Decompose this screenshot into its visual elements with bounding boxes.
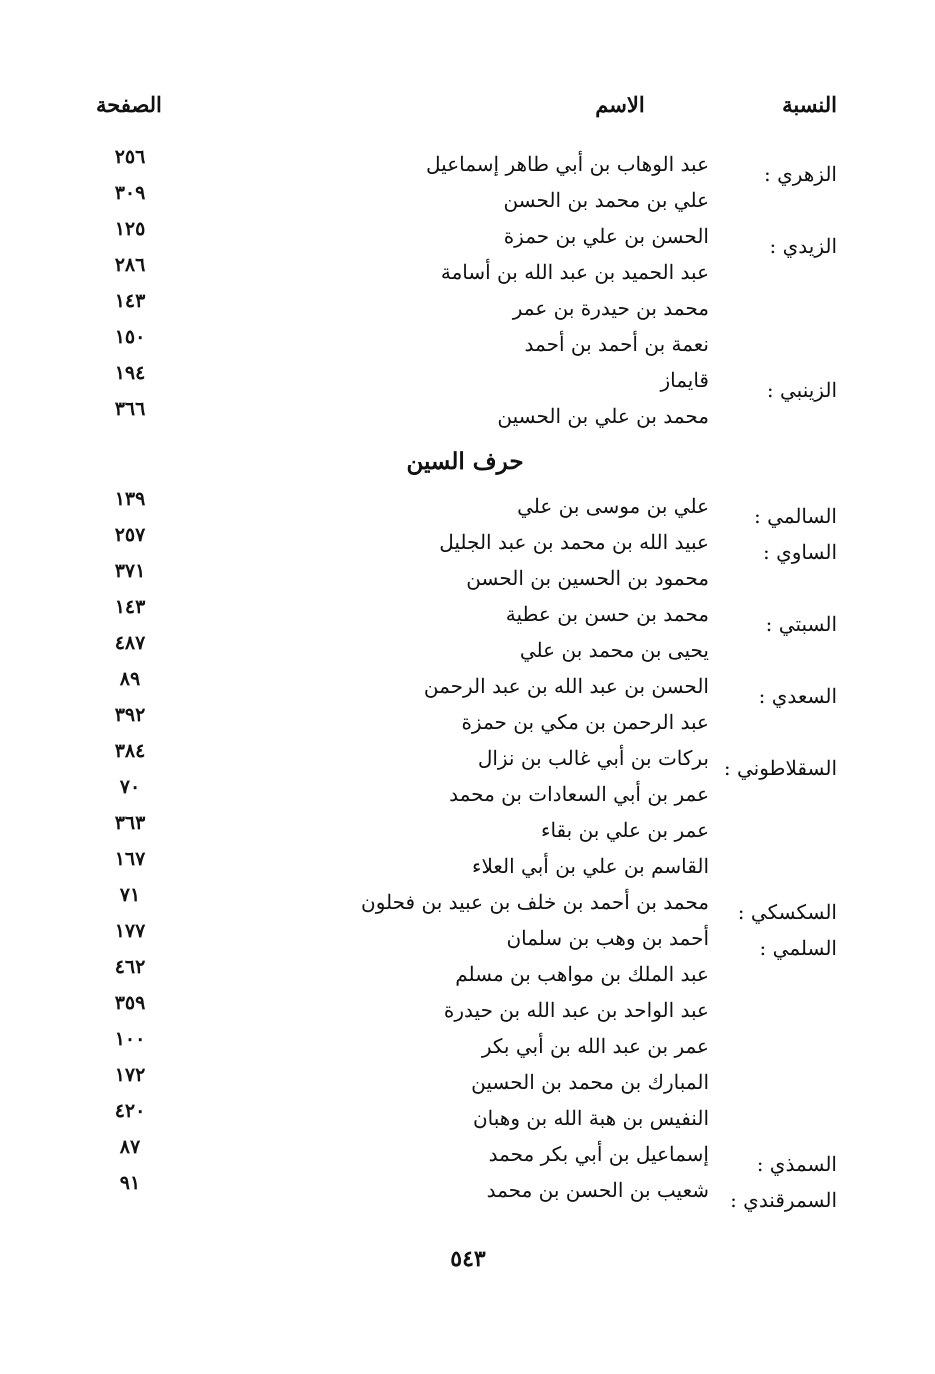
index-entry (0, 848, 935, 888)
entry-nisba: السمذي : (756, 1152, 837, 1176)
index-entry (0, 362, 935, 402)
entry-page-number: ٤٦٢ (114, 956, 146, 978)
entry-name: النفيس بن هبة الله بن وهبان (472, 1106, 709, 1130)
entry-name: عبد الرحمن بن مكي بن حمزة (461, 710, 709, 734)
entry-nisba: الزينبي : (766, 378, 837, 402)
entry-page-number: ٢٥٧ (114, 524, 146, 546)
entry-name: عمر بن أبي السعادات بن محمد (449, 782, 709, 806)
entry-name: بركات بن أبي غالب بن نزال (477, 746, 709, 770)
index-entry (0, 1028, 935, 1068)
entry-name: علي بن محمد بن الحسن (503, 188, 709, 212)
entry-nisba: السقلاطوني : (723, 756, 837, 780)
entry-name: محمد بن أحمد بن خلف بن عبيد بن فحلون (361, 890, 709, 914)
index-entry (0, 1172, 935, 1212)
entry-name: شعيب بن الحسن بن محمد (486, 1178, 709, 1202)
index-entry (0, 668, 935, 708)
entry-page-number: ٩١ (119, 1172, 141, 1194)
entry-name: عبيد الله بن محمد بن عبد الجليل (439, 530, 709, 554)
index-entry (0, 596, 935, 636)
index-entry (0, 254, 935, 294)
entry-page-number: ١٣٩ (114, 488, 146, 510)
entry-name: عمر بن عبد الله بن أبي بكر (481, 1034, 709, 1058)
entry-name: عبد الوهاب بن أبي طاهر إسماعيل (426, 152, 709, 176)
entry-page-number: ٤٨٧ (114, 632, 146, 654)
entry-name: علي بن موسى بن علي (517, 494, 709, 518)
entry-nisba: السكسكي : (737, 900, 837, 924)
entry-page-number: ٧١ (119, 884, 141, 906)
entry-page-number: ١٧٧ (114, 920, 146, 942)
entry-name: محمد بن حسن بن عطية (505, 602, 709, 626)
entry-page-number: ١٢٥ (114, 218, 146, 240)
entry-page-number: ٣٨٤ (114, 740, 146, 762)
entry-page-number: ٨٩ (119, 668, 141, 690)
index-entry (0, 740, 935, 780)
entry-page-number: ١٦٧ (114, 848, 146, 870)
entry-name: أحمد بن وهب بن سلمان (506, 926, 709, 950)
entry-page-number: ١٤٣ (114, 290, 146, 312)
index-entry (0, 1136, 935, 1176)
entry-page-number: ٣٥٩ (114, 992, 146, 1014)
index-entry (0, 218, 935, 258)
entry-name: إسماعيل بن أبي بكر محمد (488, 1142, 709, 1166)
entry-name: عبد الملك بن مواهب بن مسلم (455, 962, 709, 986)
entry-page-number: ٣٠٩ (114, 182, 146, 204)
index-entry (0, 1064, 935, 1104)
entry-name: عبد الحميد بن عبد الله بن أسامة (440, 260, 709, 284)
entry-name: عبد الواحد بن عبد الله بن حيدرة (443, 998, 709, 1022)
page-number: ٥٤٣ (450, 1246, 486, 1272)
entry-page-number: ١٥٠ (114, 326, 146, 348)
index-entry (0, 956, 935, 996)
entry-page-number: ٤٢٠ (114, 1100, 146, 1122)
header-name: الاسم (595, 92, 645, 117)
entry-name: المبارك بن محمد بن الحسين (471, 1070, 709, 1094)
entry-name: القاسم بن علي بن أبي العلاء (472, 854, 709, 878)
entry-nisba: السبتي : (765, 612, 837, 636)
index-entry (0, 182, 935, 222)
entry-name: نعمة بن أحمد بن أحمد (524, 332, 709, 356)
index-entry (0, 326, 935, 366)
index-entry (0, 560, 935, 600)
entry-nisba: الزهري : (763, 162, 837, 186)
entry-name: محمد بن علي بن الحسين (497, 404, 709, 428)
entry-page-number: ٢٨٦ (114, 254, 146, 276)
entry-nisba: السلمي : (759, 936, 837, 960)
index-entry (0, 146, 935, 186)
entry-name: عمر بن علي بن بقاء (541, 818, 709, 842)
header-nisba: النسبة (782, 92, 837, 117)
entry-page-number: ٣٦٦ (114, 398, 146, 420)
entry-name: الحسن بن عبد الله بن عبد الرحمن (423, 674, 709, 698)
entry-name: قايماز (660, 368, 709, 392)
index-entry (0, 776, 935, 816)
entry-nisba: الزيدي : (769, 234, 837, 258)
entry-page-number: ١٠٠ (114, 1028, 146, 1050)
entry-page-number: ٧٠ (119, 776, 141, 798)
entry-page-number: ٣٩٢ (114, 704, 146, 726)
index-entry (0, 992, 935, 1032)
entry-page-number: ٣٦٣ (114, 812, 146, 834)
index-entry (0, 704, 935, 744)
entry-nisba: السمرقندي : (730, 1188, 837, 1212)
entry-page-number: ١٧٢ (114, 1064, 146, 1086)
entry-nisba: السالمي : (753, 504, 837, 528)
entry-name: محمود بن الحسين بن الحسن (466, 566, 709, 590)
entry-page-number: ٨٧ (119, 1136, 141, 1158)
entry-page-number: ١٩٤ (114, 362, 146, 384)
entry-nisba: السعدي : (758, 684, 837, 708)
index-entry (0, 884, 935, 924)
index-entry (0, 1100, 935, 1140)
entry-page-number: ١٤٣ (114, 596, 146, 618)
index-entry (0, 812, 935, 852)
entry-page-number: ٣٧١ (114, 560, 146, 582)
entry-name: الحسن بن علي بن حمزة (503, 224, 709, 248)
index-entry (0, 290, 935, 330)
index-entry (0, 632, 935, 672)
entry-name: يحيى بن محمد بن علي (519, 638, 709, 662)
entry-name: محمد بن حيدرة بن عمر (512, 296, 709, 320)
index-entry (0, 920, 935, 960)
entry-page-number: ٢٥٦ (114, 146, 146, 168)
index-entry (0, 524, 935, 564)
entry-nisba: الساوي : (763, 540, 837, 564)
header-page: الصفحة (96, 92, 162, 117)
section-title: حرف السين (406, 448, 524, 475)
index-entry (0, 398, 935, 438)
index-entry (0, 488, 935, 528)
